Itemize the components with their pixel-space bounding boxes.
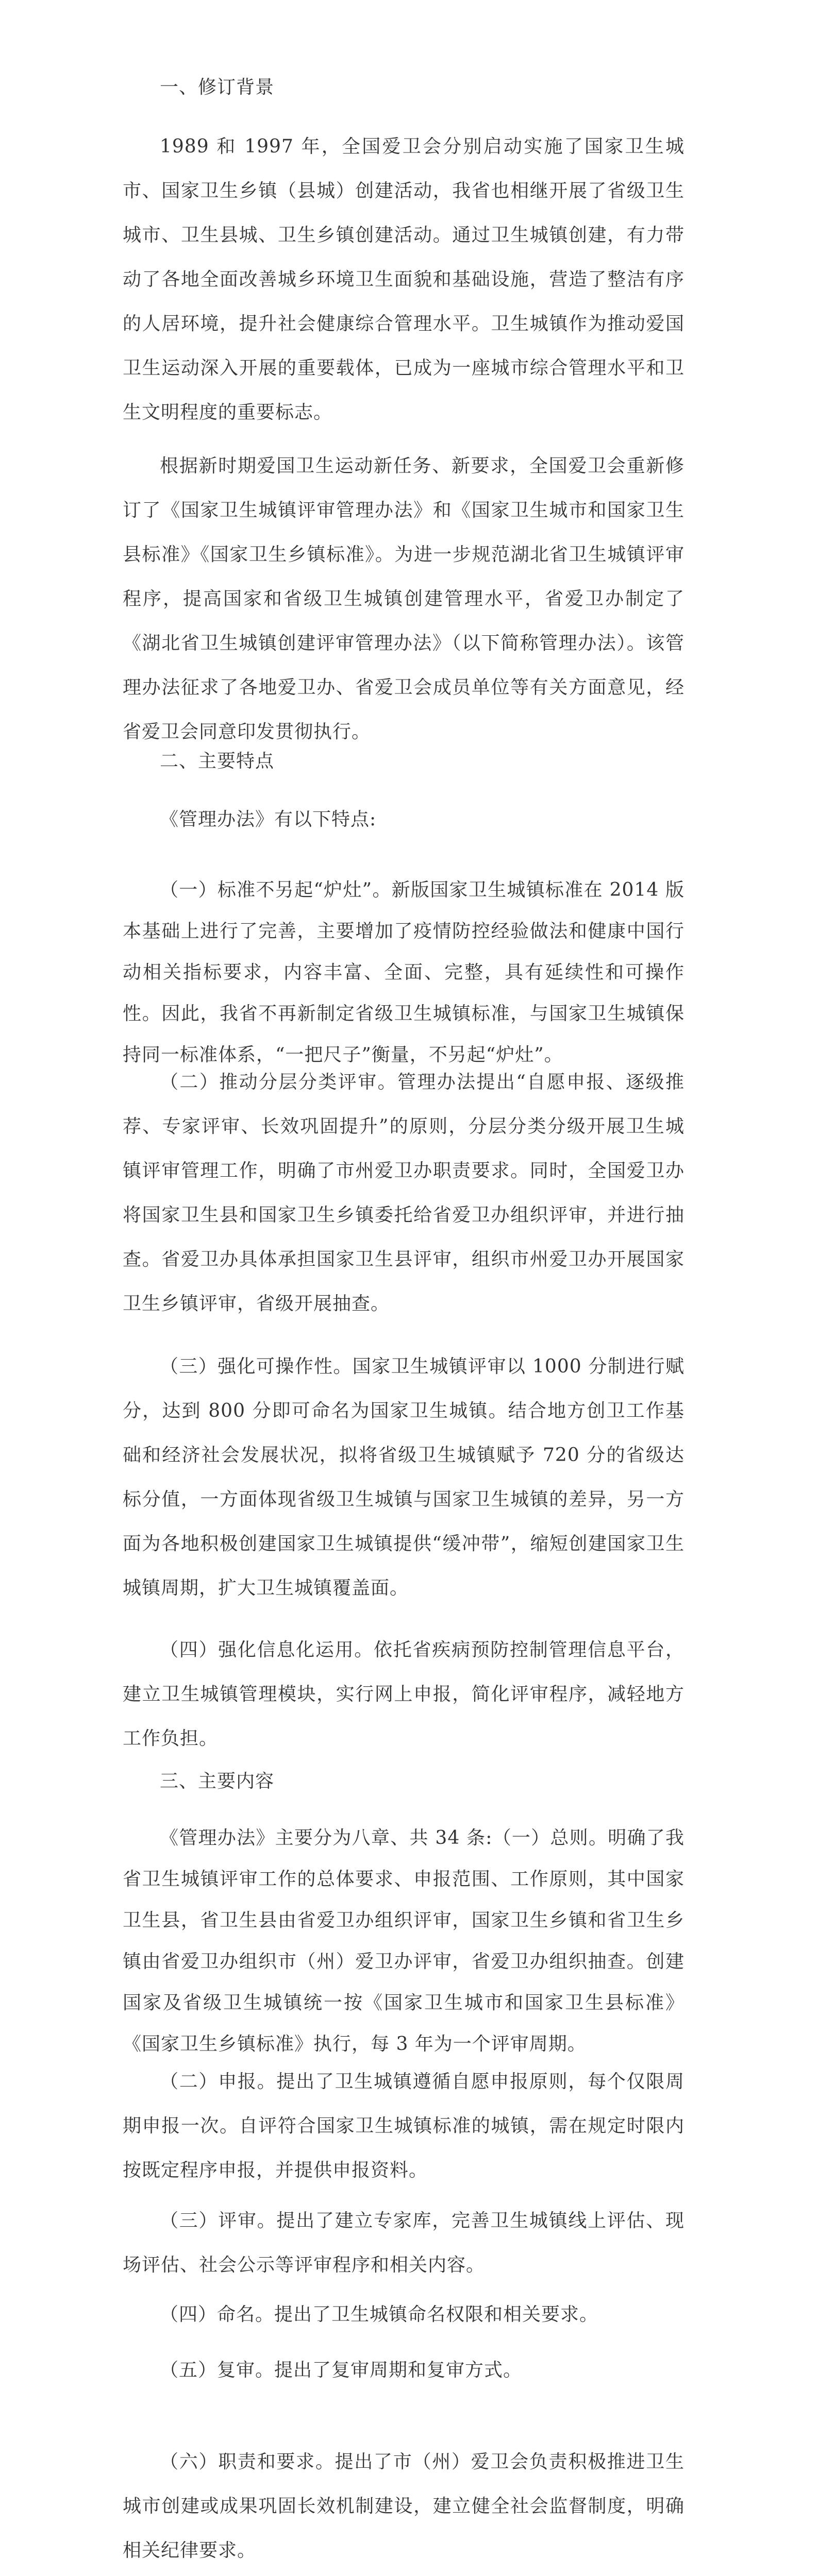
- paragraph-feature-4: （四）强化信息化运用。依托省疾病预防控制管理信息平台，建立卫生城镇管理模块，实行网上申报，简化评审程序，减轻地方工作负担。: [123, 1639, 685, 1749]
- paragraph-content-intro: 《管理办法》主要分为八章、共 34 条:（一）总则。明确了我省卫生城镇评审工作的总体要求、申报范围、工作原则，其中国家卫生县，省卫生县由省爱卫办组织评审，国家卫生乡镇和省卫生乡镇由省爱卫办组织市（州）爱卫办评审，省爱卫办组织抽查。创建国家及省级卫生城镇统一按《国家卫生城市和国家卫生县标准》《国家卫生乡镇标准》执行，每 3 年为一个评审周期。: [123, 1827, 685, 2055]
- section-heading-background: 一、修订背景: [160, 77, 275, 98]
- paragraph-feature-2: （二）推动分层分类评审。管理办法提出“自愿申报、逐级推荐、专家评审、长效巩固提升”的原则，分层分类分级开展卫生城镇评审管理工作，明确了市州爱卫办职责要求。同时，全国爱卫办将国家卫生县和国家卫生乡镇委托给省爱卫办组织评审，并进行抽查。省爱卫办具体承担国家卫生县评审，组织市州爱卫办开展国家卫生乡镇评审，省级开展抽查。: [123, 1072, 685, 1314]
- paragraph-content-3: （三）评审。提出了建立专家库，完善卫生城镇线上评估、现场评估、社会公示等评审程序和相关内容。: [123, 2210, 685, 2276]
- section-heading-content: 三、主要内容: [160, 1771, 275, 1792]
- paragraph-content-6: （六）职责和要求。提出了市（州）爱卫会负责积极推进卫生城市创建或成果巩固长效机制建设，建立健全社会监督制度，明确相关纪律要求。: [123, 2451, 685, 2561]
- paragraph-content-2: （二）申报。提出了卫生城镇遵循自愿申报原则，每个仅限周期申报一次。自评符合国家卫生城镇标准的城镇，需在规定时限内按既定程序申报，并提供申报资料。: [123, 2071, 685, 2181]
- paragraph-feature-1: （一）标准不另起“炉灶”。新版国家卫生城镇标准在 2014 版本基础上进行了完善，主要增加了疫情防控经验做法和健康中国行动相关指标要求，内容丰富、全面、完整，具有延续性和可操作性。因此，我省不再新制定省级卫生城镇标准，与国家卫生城镇保持同一标准体系，“一把尺子”衡量，不另起“炉灶”。: [123, 879, 685, 1065]
- paragraph-content-5: （五）复审。提出了复审周期和复审方式。: [160, 2360, 523, 2381]
- paragraph-content-4: （四）命名。提出了卫生城镇命名权限和相关要求。: [160, 2304, 599, 2325]
- paragraph-background-1: 1989 和 1997 年，全国爱卫会分别启动实施了国家卫生城市、国家卫生乡镇（县城）创建活动，我省也相继开展了省级卫生城市、卫生县城、卫生乡镇创建活动。通过卫生城镇创建，有力带动了各地全面改善城乡环境卫生面貌和基础设施，营造了整洁有序的人居环境，提升社会健康综合管理水平。卫生城镇作为推动爱国卫生运动深入开展的重要载体，已成为一座城市综合管理水平和卫生文明程度的重要标志。: [123, 136, 685, 423]
- section-heading-features: 二、主要特点: [160, 751, 275, 772]
- paragraph-background-2: 根据新时期爱国卫生运动新任务、新要求，全国爱卫会重新修订了《国家卫生城镇评审管理办法》和《国家卫生城市和国家卫生县标准》《国家卫生乡镇标准》。为进一步规范湖北省卫生城镇评审程序，提高国家和省级卫生城镇创建管理水平，省爱卫办制定了《湖北省卫生城镇创建评审管理办法》（以下简称管理办法）。该管理办法征求了各地爱卫办、省爱卫会成员单位等有关方面意见，经省爱卫会同意印发贯彻执行。: [123, 455, 685, 742]
- paragraph-features-intro: 《管理办法》有以下特点:: [160, 809, 377, 830]
- paragraph-feature-3: （三）强化可操作性。国家卫生城镇评审以 1000 分制进行赋分，达到 800 分即可命名为国家卫生城镇。结合地方创卫工作基础和经济社会发展状况，拟将省级卫生城镇赋予 720 分的省级达标分值，一方面体现省级卫生城镇与国家卫生城镇的差异，另一方面为各地积极创建国家卫生城镇提供“缓冲带”，缩短创建国家卫生城镇周期，扩大卫生城镇覆盖面。: [123, 1356, 685, 1599]
